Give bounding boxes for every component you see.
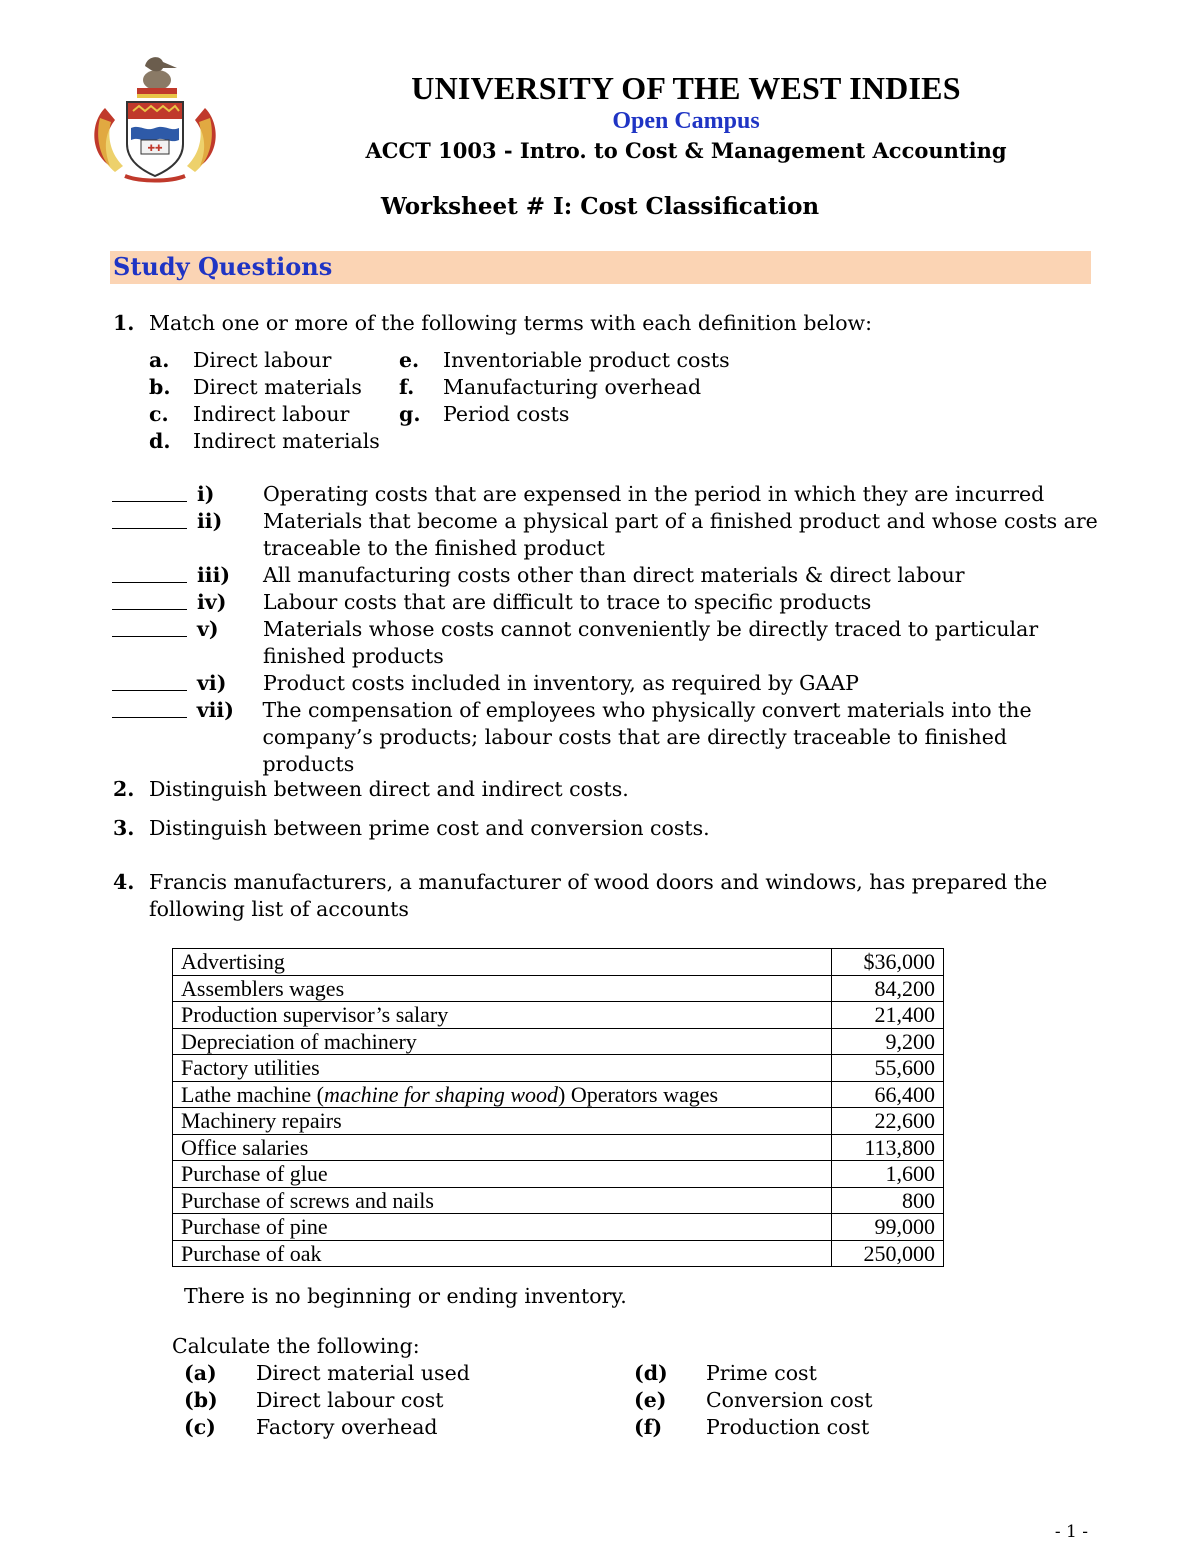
table-row [173, 1108, 944, 1135]
table-row [173, 1055, 944, 1082]
question-4-text: Francis manufacturers, a manufacturer of wood doors and windows, has prepared the following list of accounts [149, 870, 1048, 921]
definition-item: vii) The compensation of employees who physically convert materials into the company’s products; labour costs that are directly traceable to finished products [112, 697, 1102, 778]
term-item: f. Manufacturing overhead [399, 375, 702, 399]
university-title: UNIVERSITY OF THE WEST INDIES [411, 70, 961, 106]
answer-blank[interactable] [112, 562, 187, 583]
section-heading: Study Questions [113, 252, 333, 281]
accounts-table [172, 948, 944, 1267]
calc-item: (c) Factory overhead [184, 1415, 438, 1439]
account-amount: 66,400 [832, 1081, 944, 1108]
worksheet-title: Worksheet # I: Cost Classification [380, 193, 820, 220]
term-item: d. Indirect materials [149, 429, 380, 453]
account-name: Office salaries [173, 1134, 832, 1161]
account-amount: 800 [832, 1187, 944, 1214]
definition-item: iii) All manufacturing costs other than direct materials & direct labour [112, 562, 1102, 589]
table-row [173, 1134, 944, 1161]
account-amount: 84,200 [832, 975, 944, 1002]
account-name: Purchase of oak [173, 1240, 832, 1267]
calc-item: (e) Conversion cost [634, 1388, 873, 1412]
account-name: Purchase of pine [173, 1214, 832, 1241]
account-amount: 113,800 [832, 1134, 944, 1161]
calc-item: (b) Direct labour cost [184, 1388, 444, 1412]
definition-list [112, 481, 1102, 778]
term-list-right [399, 347, 759, 428]
table-row [173, 1002, 944, 1029]
question-3-text: Distinguish between prime cost and conversion costs. [149, 816, 710, 840]
answer-blank[interactable] [112, 589, 187, 610]
answer-blank[interactable] [112, 697, 187, 718]
account-amount: 99,000 [832, 1214, 944, 1241]
term-item: a. Direct labour [149, 348, 332, 372]
table-row [173, 1028, 944, 1055]
definition-item: iv) Labour costs that are difficult to trace to specific products [112, 589, 1102, 616]
question-3-number: 3. [113, 816, 135, 840]
answer-blank[interactable] [112, 616, 187, 637]
account-amount: 21,400 [832, 1002, 944, 1029]
calc-item: (f) Production cost [634, 1415, 870, 1439]
calc-list-right [634, 1360, 1034, 1441]
account-name: Factory utilities [173, 1055, 832, 1082]
account-amount: $36,000 [832, 949, 944, 976]
answer-blank[interactable] [112, 670, 187, 691]
table-row [173, 975, 944, 1002]
account-amount: 250,000 [832, 1240, 944, 1267]
table-row [173, 949, 944, 976]
term-item: b. Direct materials [149, 375, 362, 399]
answer-blank[interactable] [112, 508, 187, 529]
account-name: Machinery repairs [173, 1108, 832, 1135]
account-name: Assemblers wages [173, 975, 832, 1002]
definition-item: ii) Materials that become a physical part of a finished product and whose costs are traceable to the finished product [112, 508, 1102, 562]
account-name: Depreciation of machinery [173, 1028, 832, 1055]
table-row [173, 1161, 944, 1188]
course-title: ACCT 1003 - Intro. to Cost & Management Accounting [365, 138, 1007, 163]
account-amount: 9,200 [832, 1028, 944, 1055]
term-list-left [149, 347, 419, 455]
page-number: - 1 - [1054, 1522, 1088, 1542]
campus-subtitle: Open Campus [612, 108, 760, 134]
svg-text:✚✚: ✚✚ [147, 143, 163, 153]
question-1-prompt: Match one or more of the following terms with each definition below: [149, 311, 873, 335]
account-name: Advertising [173, 949, 832, 976]
table-row [173, 1214, 944, 1241]
question-1-number: 1. [113, 311, 135, 335]
account-amount: 1,600 [832, 1161, 944, 1188]
table-row [173, 1081, 944, 1108]
term-item: g. Period costs [399, 402, 570, 426]
term-item: c. Indirect labour [149, 402, 350, 426]
calc-item: (d) Prime cost [634, 1361, 817, 1385]
calc-intro: Calculate the following: [172, 1334, 420, 1358]
definition-item: vi) Product costs included in inventory, as required by GAAP [112, 670, 1102, 697]
table-row [173, 1240, 944, 1267]
calc-item: (a) Direct material used [184, 1361, 470, 1385]
inventory-note: There is no beginning or ending inventory. [184, 1284, 627, 1308]
table-row [173, 1187, 944, 1214]
account-name: Lathe machine (machine for shaping wood) Operators wages [173, 1081, 832, 1108]
answer-blank[interactable] [112, 481, 187, 502]
account-amount: 55,600 [832, 1055, 944, 1082]
question-4-number: 4. [113, 870, 135, 894]
account-name: Production supervisor’s salary [173, 1002, 832, 1029]
question-2-number: 2. [113, 777, 135, 801]
calc-list-left [184, 1360, 614, 1441]
definition-item: i) Operating costs that are expensed in the period in which they are incurred [112, 481, 1102, 508]
account-name: Purchase of glue [173, 1161, 832, 1188]
term-item: e. Inventoriable product costs [399, 348, 730, 372]
question-2-text: Distinguish between direct and indirect costs. [149, 777, 629, 801]
account-amount: 22,600 [832, 1108, 944, 1135]
account-name: Purchase of screws and nails [173, 1187, 832, 1214]
definition-item: v) Materials whose costs cannot conveniently be directly traced to particular finished products [112, 616, 1102, 670]
